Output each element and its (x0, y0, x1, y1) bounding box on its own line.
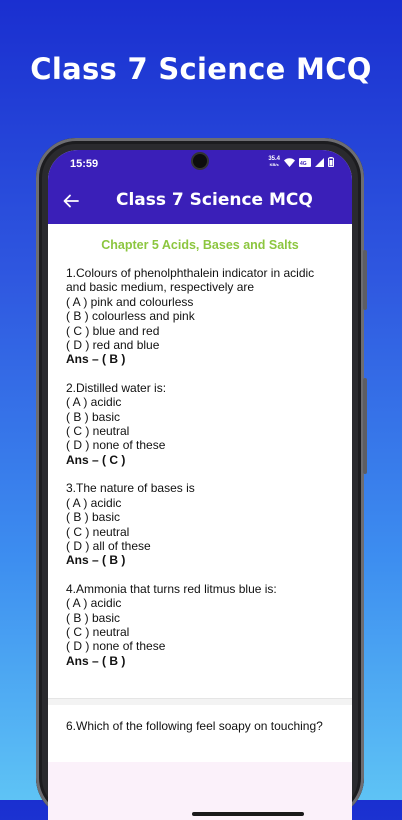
question-text: 2.Distilled water is: (66, 380, 167, 395)
answer-text: Ans – ( B ) (66, 553, 126, 568)
front-camera-icon (193, 154, 207, 168)
question-block (66, 266, 334, 367)
app-title: Class 7 Science MCQ (116, 190, 313, 210)
network-speed-value: 35.4 (268, 156, 280, 162)
option-b: ( B ) basic (66, 610, 121, 625)
section-divider (48, 698, 352, 705)
option-a: ( A ) acidic (66, 395, 122, 410)
phone-screen (48, 150, 352, 820)
option-a: ( A ) acidic (66, 495, 122, 510)
answer-text: Ans – ( C ) (66, 452, 126, 467)
back-arrow-icon[interactable] (62, 192, 80, 210)
phone-frame (36, 138, 364, 818)
volume-button (363, 378, 367, 474)
question-block (66, 381, 334, 467)
mcq-content[interactable] (48, 238, 352, 705)
status-time: 15:59 (70, 158, 99, 170)
svg-text:4G: 4G (300, 160, 307, 167)
option-b: ( B ) basic (66, 409, 121, 424)
app-bar (48, 178, 352, 224)
option-d: ( D ) red and blue (66, 338, 160, 353)
answer-text: Ans – ( B ) (66, 653, 126, 668)
signal-icon (299, 158, 311, 167)
option-b: ( B ) basic (66, 510, 121, 525)
option-a: ( A ) acidic (66, 596, 122, 611)
answer-text: Ans – ( B ) (66, 352, 126, 367)
navigation-bar (48, 762, 352, 820)
power-button (363, 250, 367, 310)
promo-title: Class 7 Science MCQ (30, 52, 372, 86)
network-speed-unit: KB/s (269, 162, 279, 167)
option-d: ( D ) none of these (66, 639, 166, 654)
status-icons (268, 156, 334, 168)
question-text: 3.The nature of bases is (66, 481, 195, 496)
option-a: ( A ) pink and colourless (66, 294, 194, 309)
network-speed (268, 156, 280, 168)
option-c: ( C ) neutral (66, 524, 130, 539)
question-block (66, 481, 334, 567)
battery-icon (328, 157, 334, 167)
option-b: ( B ) colourless and pink (66, 309, 195, 324)
cell-signal-icon (315, 158, 324, 167)
status-bar (48, 150, 352, 178)
option-c: ( C ) neutral (66, 424, 130, 439)
question-text: 4.Ammonia that turns red litmus blue is: (66, 581, 277, 596)
option-d: ( D ) none of these (66, 438, 166, 453)
option-d: ( D ) all of these (66, 538, 151, 553)
chapter-title: Chapter 5 Acids, Bases and Salts (101, 238, 299, 252)
question-block (66, 582, 334, 668)
question-text: 1.Colours of phenolphthalein indicator in acidic and basic medium, respectively are (66, 266, 315, 295)
home-indicator[interactable] (192, 812, 304, 816)
next-question-text: 6.Which of the following feel soapy on touching? (66, 719, 323, 734)
wifi-icon (284, 158, 295, 167)
option-c: ( C ) neutral (66, 624, 130, 639)
option-c: ( C ) blue and red (66, 323, 160, 338)
